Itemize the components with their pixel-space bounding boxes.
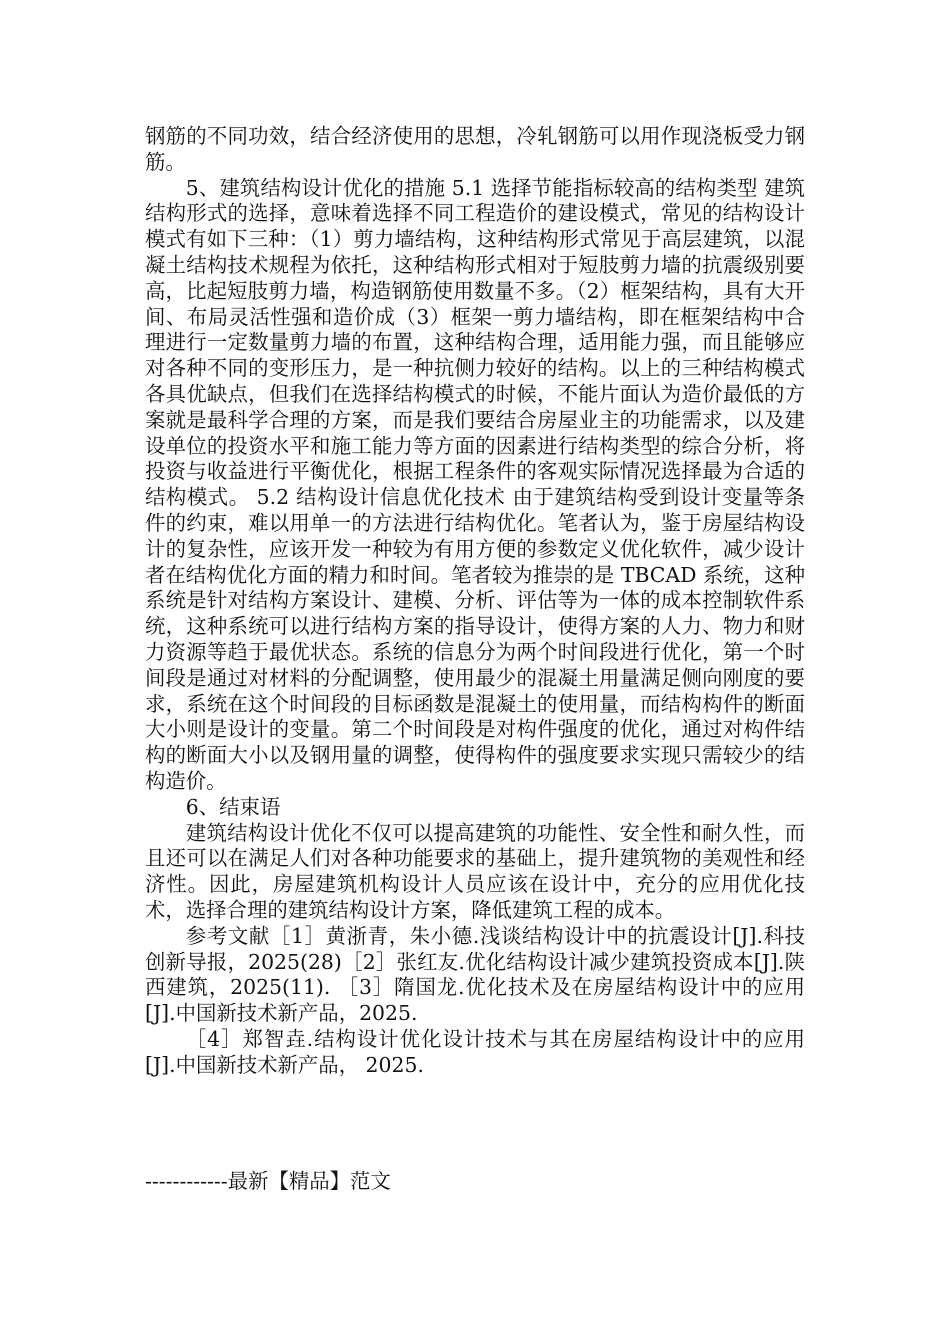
section-heading-conclusion: 6、结束语 (185, 794, 281, 819)
document-body (145, 124, 805, 1078)
paragraph-references: 参考文献［1］黄浙青，朱小德.浅谈结构设计中的抗震设计[J].科技创新导报，2025(28)［2］张红友.优化结构设计减少建筑投资成本[J].陕西建筑，2025(11). ［3］隋国龙.优化技术及在房屋结构设计中的应用[J].中国新技术新产品，2025. (145, 923, 805, 1026)
paragraph-optimization-measures: 5、建筑结构设计优化的措施 5.1 选择节能指标较高的结构类型 建筑结构形式的选择，意味着选择不同工程造价的建设模式，常见的结构设计模式有如下三种：（1）剪力墙结构，这种结构形式常见于高层建筑，以混凝土结构技术规程为依托，这种结构形式相对于短肢剪力墙的抗震级别要高，比起短肢剪力墙，构造钢筋使用数量不多。（2）框架结构，具有大开间、布局灵活性强和造价成（3）框架一剪力墙结构，即在框架结构中合理进行一定数量剪力墙的布置，这种结构合理，适用能力强，而且能够应对各种不同的变形压力，是一种抗侧力较好的结构。以上的三种结构模式各具优缺点，但我们在选择结构模式的时候，不能片面认为造价最低的方案就是最科学合理的方案，而是我们要结合房屋业主的功能需求，以及建设单位的投资水平和施工能力等方面的因素进行结构类型的综合分析，将投资与收益进行平衡优化，根据工程条件的客观实际情况选择最为合适的结构模式。 5.2 结构设计信息优化技术 由于建筑结构受到设计变量等条件的约束，难以用单一的方法进行结构优化。笔者认为，鉴于房屋结构设计的复杂性，应该开发一种较为有用方便的参数定义优化软件，减少设计者在结构优化方面的精力和时间。笔者较为推崇的是 TBCAD 系统，这种系统是针对结构方案设计、建模、分析、评估等为一体的成本控制软件系统，这种系统可以进行结构方案的指导设计，使得方案的人力、物力和财力资源等趋于最优状态。系统的信息分为两个时间段进行优化，第一个时间段是通过对材料的分配调整，使用最少的混凝土用量满足侧向刚度的要求，系统在这个时间段的目标函数是混凝土的使用量，而结构构件的断面大小则是设计的变量。第二个时间段是对构件强度的优化，通过对构件结构的断面大小以及钢用量的调整，使得构件的强度要求实现只需较少的结构造价。 (145, 175, 805, 793)
paragraph-reference-4: ［4］郑智垚.结构设计优化设计技术与其在房屋结构设计中的应用[J].中国新技术新产品， 2025. (145, 1026, 805, 1077)
page-footer: ------------最新【精品】范文 (145, 1169, 391, 1193)
paragraph-conclusion: 建筑结构设计优化不仅可以提高建筑的功能性、安全性和耐久性，而且还可以在满足人们对各种功能要求的基础上，提升建筑物的美观性和经济性。因此，房屋建筑机构设计人员应该在设计中，充分的应用优化技术，选择合理的建筑结构设计方案，降低建筑工程的成本。 (145, 820, 805, 922)
paragraph-steel-usage: 钢筋的不同功效，结合经济使用的思想，冷轧钢筋可以用作现浇板受力钢筋。 (145, 124, 805, 174)
